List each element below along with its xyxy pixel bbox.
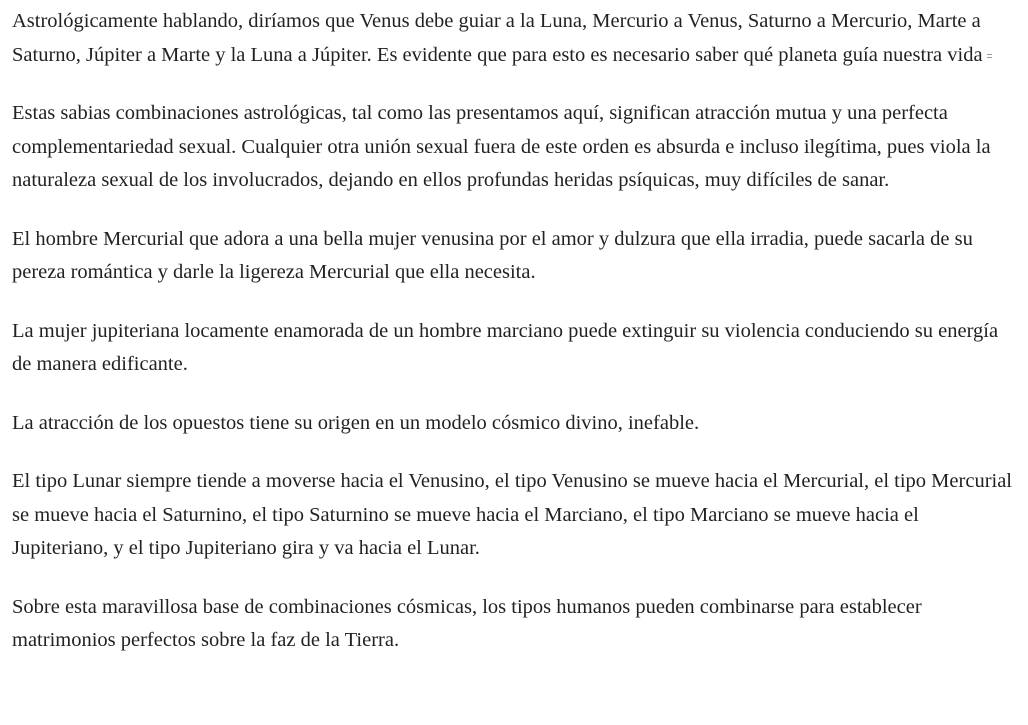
footnote-marker-icon [986, 51, 994, 61]
paragraph-2: Estas sabias combinaciones astrológicas, tal como las presentamos aquí, significan atracción mutua y una perfecta complementariedad sexual. Cualquier otra unión sexual fuera de este orden es absurda e incluso ilegítima, pues viola la naturaleza sexual de los involucrados, dejando en ellos profundas heridas psíquicas, muy difíciles de sanar. [12, 102, 991, 191]
paragraph-7: Sobre esta maravillosa base de combinaciones cósmicas, los tipos humanos pueden combinarse para establecer matrimonios perfectos sobre la faz de la Tierra. [12, 595, 922, 651]
paragraph-4: La mujer jupiteriana locamente enamorada de un hombre marciano puede extinguir su violencia conduciendo su energía de manera edificante. [12, 319, 999, 375]
paragraph-1 [12, 5, 1012, 72]
paragraph-5: La atracción de los opuestos tiene su origen en un modelo cósmico divino, inefable. [12, 411, 700, 434]
paragraph-1-text: Astrológicamente hablando, diríamos que Venus debe guiar a la Luna, Mercurio a Venus, Saturno a Mercurio, Marte a Saturno, Júpiter a Marte y la Luna a Júpiter. Es evidente que para esto es necesario saber qué planeta guía nuestra vida [12, 10, 983, 66]
paragraph-3: El hombre Mercurial que adora a una bella mujer venusina por el amor y dulzura que ella irradia, puede sacarla de su pereza romántica y darle la ligereza Mercurial que ella necesita. [12, 227, 973, 283]
paragraph-6: El tipo Lunar siempre tiende a moverse hacia el Venusino, el tipo Venusino se mueve hacia el Mercurial, el tipo Mercurial se mueve hacia el Saturnino, el tipo Saturnino se mueve hacia el Marciano, el tipo Marciano se mueve hacia el Jupiteriano, y el tipo Jupiteriano gira y va hacia el Lunar. [12, 470, 1013, 559]
article-body [12, 5, 1012, 683]
